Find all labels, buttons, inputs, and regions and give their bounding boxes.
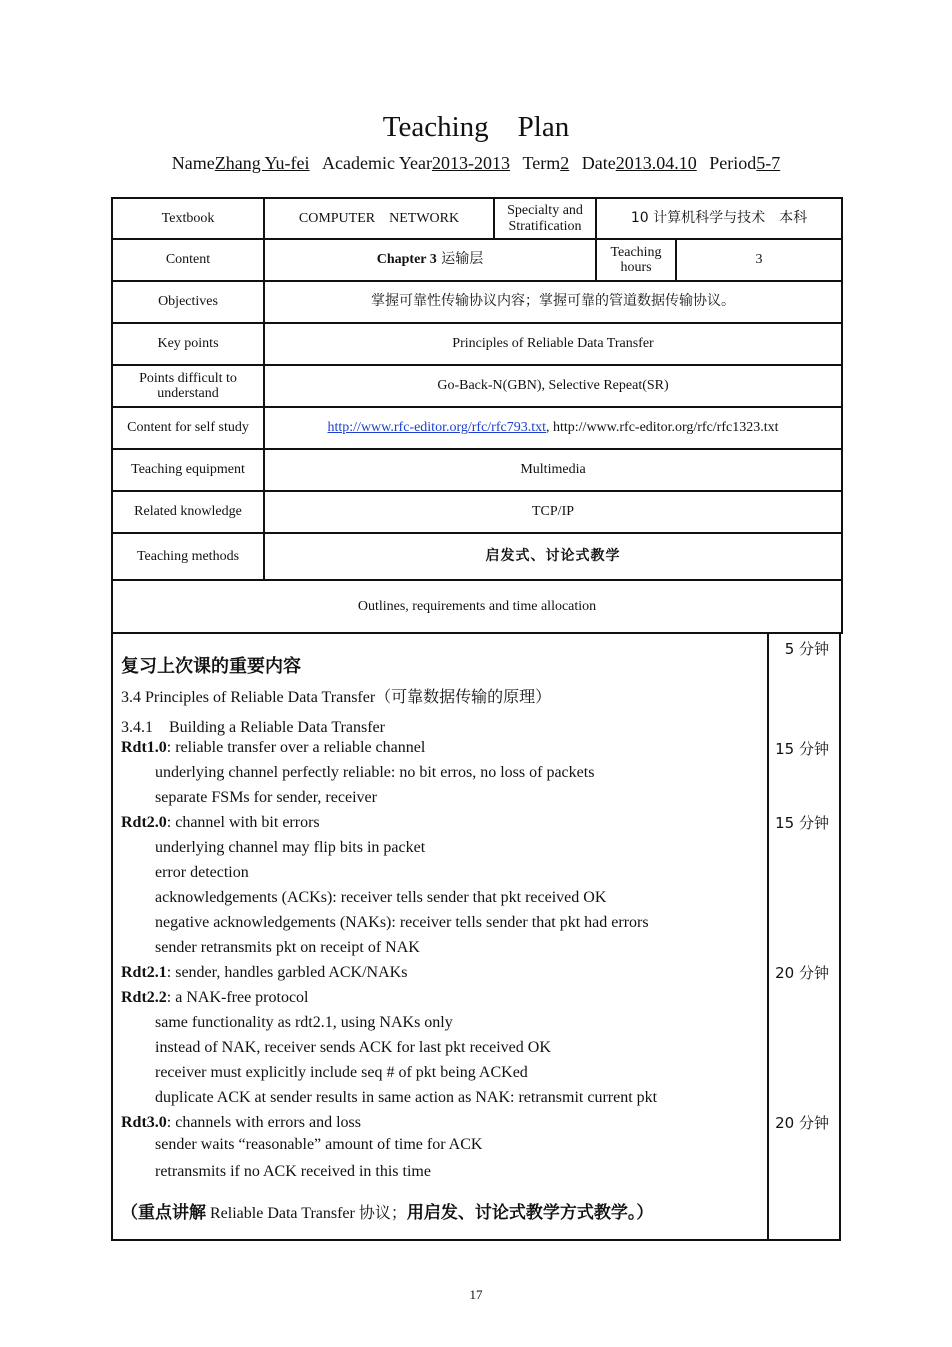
rdt21-desc: : sender, handles garbled ACK/NAKs: [166, 964, 408, 981]
rdt22-desc: : a NAK-free protocol: [166, 989, 309, 1006]
rdt22-item-1: same functionality as rdt2.1, using NAKs only: [155, 1014, 453, 1031]
hours-label: Teaching hours: [596, 239, 676, 281]
section-3-4: 3.4 Principles of Reliable Data Transfer（可靠数据传输的原理）: [121, 689, 552, 706]
related-value: TCP/IP: [264, 491, 842, 533]
methods-value: 启发式、讨论式教学: [264, 533, 842, 580]
period-value: 5-7: [756, 153, 781, 173]
methods-label: Teaching methods: [112, 533, 264, 580]
rdt20-title: Rdt2.0: [121, 814, 167, 831]
outline-header: Outlines, requirements and time allocation: [112, 580, 842, 633]
keypoints-label: Key points: [112, 323, 264, 365]
rdt20-item-1: underlying channel may flip bits in packet: [155, 839, 426, 856]
date-value: 2013.04.10: [615, 153, 697, 173]
rdt20-line: [121, 814, 320, 832]
header-info: [0, 153, 952, 174]
content-value: [264, 239, 596, 281]
rdt10-line: [121, 739, 425, 757]
term-value: 2: [560, 153, 570, 173]
rdt10-item-2: separate FSMs for sender, receiver: [155, 789, 377, 806]
keypoints-value: Principles of Reliable Data Transfer: [264, 323, 842, 365]
rdt10-title: Rdt1.0: [121, 739, 167, 756]
time-rdt20: 15 分钟: [775, 814, 829, 832]
difficult-label: Points difficult to understand: [112, 365, 264, 407]
rdt20-item-2: error detection: [155, 864, 249, 881]
name-value: Zhang Yu-fei: [214, 153, 310, 173]
related-label: Related knowledge: [112, 491, 264, 533]
equipment-label: Teaching equipment: [112, 449, 264, 491]
textbook-label: Textbook: [112, 198, 264, 239]
rdt10-desc: : reliable transfer over a reliable channel: [166, 739, 426, 756]
rdt22-item-4: duplicate ACK at sender results in same action as NAK: retransmit current pkt: [155, 1089, 658, 1106]
name-label: Name: [171, 153, 215, 173]
year-label: Academic Year: [322, 153, 433, 173]
selfstudy-separator: ,: [546, 420, 553, 436]
specialty-value: 10 计算机科学与技术 本科: [596, 198, 842, 239]
document-title: Teaching Plan: [382, 111, 570, 143]
rdt20-item-4: negative acknowledgements (NAKs): receiver tells sender that pkt had errors: [155, 914, 649, 931]
rdt21-title: Rdt2.1: [121, 964, 167, 981]
plan-info-table: [111, 197, 843, 634]
time-review: 5 分钟: [784, 640, 829, 658]
term-label: Term: [522, 153, 561, 173]
emphasis-note: [121, 1198, 653, 1223]
rdt30-line: [121, 1114, 361, 1132]
time-rdt21: 20 分钟: [775, 964, 829, 982]
time-rdt10: 15 分钟: [775, 740, 829, 758]
rdt20-item-5: sender retransmits pkt on receipt of NAK: [155, 939, 420, 956]
rdt22-title: Rdt2.2: [121, 989, 167, 1006]
rdt10-item-1: underlying channel perfectly reliable: no bit erros, no loss of packets: [155, 764, 595, 781]
date-label: Date: [581, 153, 616, 173]
time-rdt30: 20 分钟: [775, 1114, 829, 1132]
rdt22-item-2: instead of NAK, receiver sends ACK for last pkt received OK: [155, 1039, 551, 1056]
section-3-4-1: 3.4.1 Building a Reliable Data Transfer: [121, 719, 385, 736]
selfstudy-label: Content for self study: [112, 407, 264, 449]
objectives-value: 掌握可靠性传输协议内容；掌握可靠的管道数据传输协议。: [264, 281, 842, 323]
rdt21-line: [121, 964, 407, 982]
difficult-value: Go-Back-N(GBN), Selective Repeat(SR): [264, 365, 842, 407]
outline-body: [111, 632, 841, 1241]
rfc793-link[interactable]: http://www.rfc-editor.org/rfc/rfc793.txt: [327, 420, 546, 436]
specialty-label: Specialty and Stratification: [494, 198, 596, 239]
textbook-value: COMPUTER NETWORK: [264, 198, 494, 239]
rdt30-desc: : channels with errors and loss: [166, 1114, 361, 1131]
time-allocation-column: [767, 632, 839, 1239]
emphasis-note-b: Reliable Data Transfer 协议；: [206, 1205, 407, 1222]
period-label: Period: [709, 153, 757, 173]
rdt30-item-1: sender waits “reasonable” amount of time for ACK: [155, 1136, 483, 1153]
content-chapter: Chapter 3: [376, 252, 437, 268]
rdt30-title: Rdt3.0: [121, 1114, 167, 1131]
rdt22-item-3: receiver must explicitly include seq # of pkt being ACKed: [155, 1064, 528, 1081]
review-heading: 复习上次课的重要内容: [121, 656, 301, 677]
emphasis-note-a: （重点讲解: [121, 1203, 206, 1223]
rdt20-item-3: acknowledgements (ACKs): receiver tells sender that pkt received OK: [155, 889, 607, 906]
emphasis-note-c: 用启发、讨论式教学方式教学。）: [406, 1203, 654, 1223]
page-number: 17: [469, 1287, 483, 1302]
year-value: 2013-2013: [432, 153, 511, 173]
rdt20-desc: : channel with bit errors: [166, 814, 320, 831]
hours-value: 3: [676, 239, 842, 281]
equipment-value: Multimedia: [264, 449, 842, 491]
content-label: Content: [112, 239, 264, 281]
rfc1323-text: http://www.rfc-editor.org/rfc/rfc1323.txt: [553, 420, 779, 436]
rdt30-item-2: retransmits if no ACK received in this time: [155, 1163, 431, 1180]
selfstudy-value: [264, 407, 842, 449]
objectives-label: Objectives: [112, 281, 264, 323]
rdt22-line: [121, 989, 309, 1007]
content-topic: 运输层: [436, 251, 484, 268]
